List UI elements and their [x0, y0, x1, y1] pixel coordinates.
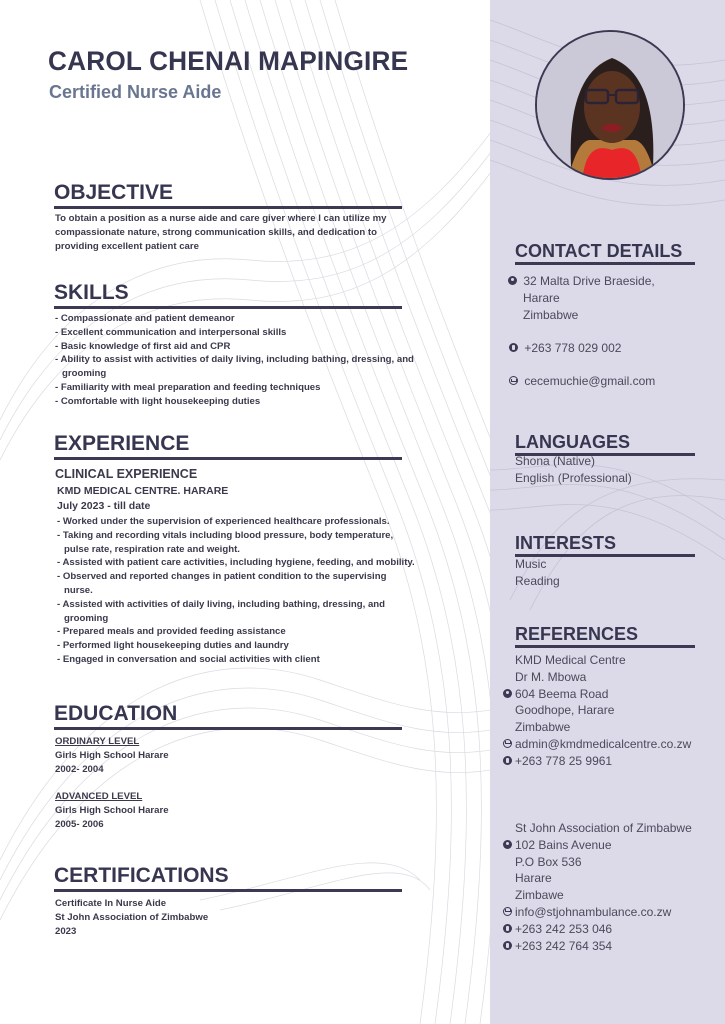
phone-icon [503, 756, 512, 765]
reference-email[interactable]: admin@kmdmedicalcentre.co.zw [515, 736, 692, 751]
address-line: Zimbawe [515, 888, 564, 903]
skill-item: - Compassionate and patient demeanor [55, 313, 235, 324]
duty-item: - Taking and recording vitals including blood pressure, body temperature, pulse rate, respiration rate and weight. [57, 529, 394, 555]
address-line: 604 Beema Road [515, 686, 609, 701]
certification-name: Certificate In Nurse Aide [55, 898, 167, 909]
objective-text: To obtain a position as a nurse aide and care giver where I can utilize my compassionate nature, strong communication skills, and dedication to providing excellent patient care [55, 213, 387, 252]
location-pin-icon [508, 276, 517, 285]
address-line: Goodhope, Harare [515, 703, 615, 718]
education-entry [55, 790, 425, 831]
education-level: ORDINARY LEVEL [55, 736, 140, 747]
phone-icon [503, 924, 512, 933]
interests-list [515, 556, 560, 590]
skills-list [55, 312, 417, 409]
experience-period: July 2023 - till date [57, 500, 151, 512]
languages-heading: LANGUAGES [515, 431, 695, 456]
experience-duties [57, 515, 417, 667]
contact-address [508, 273, 655, 323]
contact-heading: CONTACT DETAILS [515, 240, 695, 265]
skill-item: - Excellent communication and interpersonal skills [55, 326, 287, 338]
education-school: Girls High School Harare [55, 749, 169, 761]
contact-phone [509, 340, 621, 357]
email-icon [509, 376, 518, 385]
profile-photo-image [537, 32, 685, 180]
address-line: 32 Malta Drive Braeside, [523, 274, 655, 288]
education-years: 2002- 2004 [55, 763, 104, 775]
phone-icon [503, 941, 512, 950]
duty-item: - Performed light housekeeping duties and laundry [57, 640, 289, 652]
duty-item: - Observed and reported changes in patient condition to the supervising nurse. [57, 571, 387, 596]
education-school: Girls High School Harare [55, 804, 169, 816]
address-line: 102 Bains Avenue [515, 837, 612, 852]
interest-item: Music [515, 557, 547, 571]
languages-list [515, 453, 632, 487]
certification-issuer: St John Association of Zimbabwe [55, 911, 209, 923]
address-line: Harare [523, 290, 560, 305]
reference-phone[interactable]: +263 778 25 9961 [515, 753, 613, 768]
skill-item: - Familiarity with meal preparation and feeding techniques [55, 381, 321, 393]
education-entry [55, 735, 425, 776]
language-item: English (Professional) [515, 470, 632, 485]
email-address[interactable]: cecemuchie@gmail.com [524, 374, 656, 388]
reference-phone[interactable]: +263 242 764 354 [515, 938, 613, 953]
education-level: ADVANCED LEVEL [55, 791, 143, 802]
email-icon [503, 907, 512, 916]
interest-item: Reading [515, 573, 560, 588]
duty-item: - Assisted with activities of daily living, including bathing, dressing, and grooming [57, 598, 386, 624]
duty-item: - Prepared meals and provided feeding assistance [57, 626, 286, 638]
skills-heading: SKILLS [54, 280, 402, 309]
reference-org: St John Association of Zimbabwe [515, 821, 692, 835]
address-line: Harare [515, 871, 552, 886]
candidate-name: CAROL CHENAI MAPINGIRE [48, 46, 409, 76]
phone-icon [509, 343, 518, 352]
profile-photo [535, 30, 685, 180]
address-line: Zimbabwe [523, 307, 579, 322]
experience-employer: KMD MEDICAL CENTRE. HARARE [57, 485, 229, 497]
reference-contact: Dr M. Mbowa [515, 669, 587, 684]
duty-item: - Worked under the supervision of experienced healthcare professionals. [57, 516, 390, 527]
location-pin-icon [503, 689, 512, 698]
skill-item: - Ability to assist with activities of daily living, including bathing, dressing, and grooming [55, 354, 414, 380]
address-line: Zimbabwe [515, 720, 571, 735]
reference-phone[interactable]: +263 242 253 046 [515, 921, 613, 936]
duty-item: - Engaged in conversation and social activities with client [57, 653, 320, 665]
reference-entry [503, 820, 692, 954]
objective-heading: OBJECTIVE [54, 180, 402, 209]
certification-entry [55, 897, 425, 938]
candidate-title: Certified Nurse Aide [49, 82, 222, 102]
references-heading: REFERENCES [515, 623, 695, 648]
reference-entry [503, 652, 691, 770]
location-pin-icon [503, 840, 512, 849]
phone-number[interactable]: +263 778 029 002 [524, 341, 622, 355]
reference-email[interactable]: info@stjohnambulance.co.zw [515, 904, 672, 919]
duty-item: - Assisted with patient care activities, including hygiene, feeding, and mobility. [57, 557, 415, 569]
skill-item: - Comfortable with light housekeeping duties [55, 395, 261, 407]
interests-heading: INTERESTS [515, 532, 695, 557]
contact-email [509, 373, 655, 390]
certification-year: 2023 [55, 925, 77, 937]
experience-heading: EXPERIENCE [54, 431, 402, 460]
reference-org: KMD Medical Centre [515, 653, 626, 667]
certifications-heading: CERTIFICATIONS [54, 863, 402, 892]
education-years: 2005- 2006 [55, 818, 104, 830]
language-item: Shona (Native) [515, 454, 596, 468]
experience-category: CLINICAL EXPERIENCE [55, 467, 198, 481]
skill-item: - Basic knowledge of first aid and CPR [55, 340, 231, 352]
email-icon [503, 739, 512, 748]
address-line: P.O Box 536 [515, 854, 582, 869]
education-heading: EDUCATION [54, 701, 402, 730]
